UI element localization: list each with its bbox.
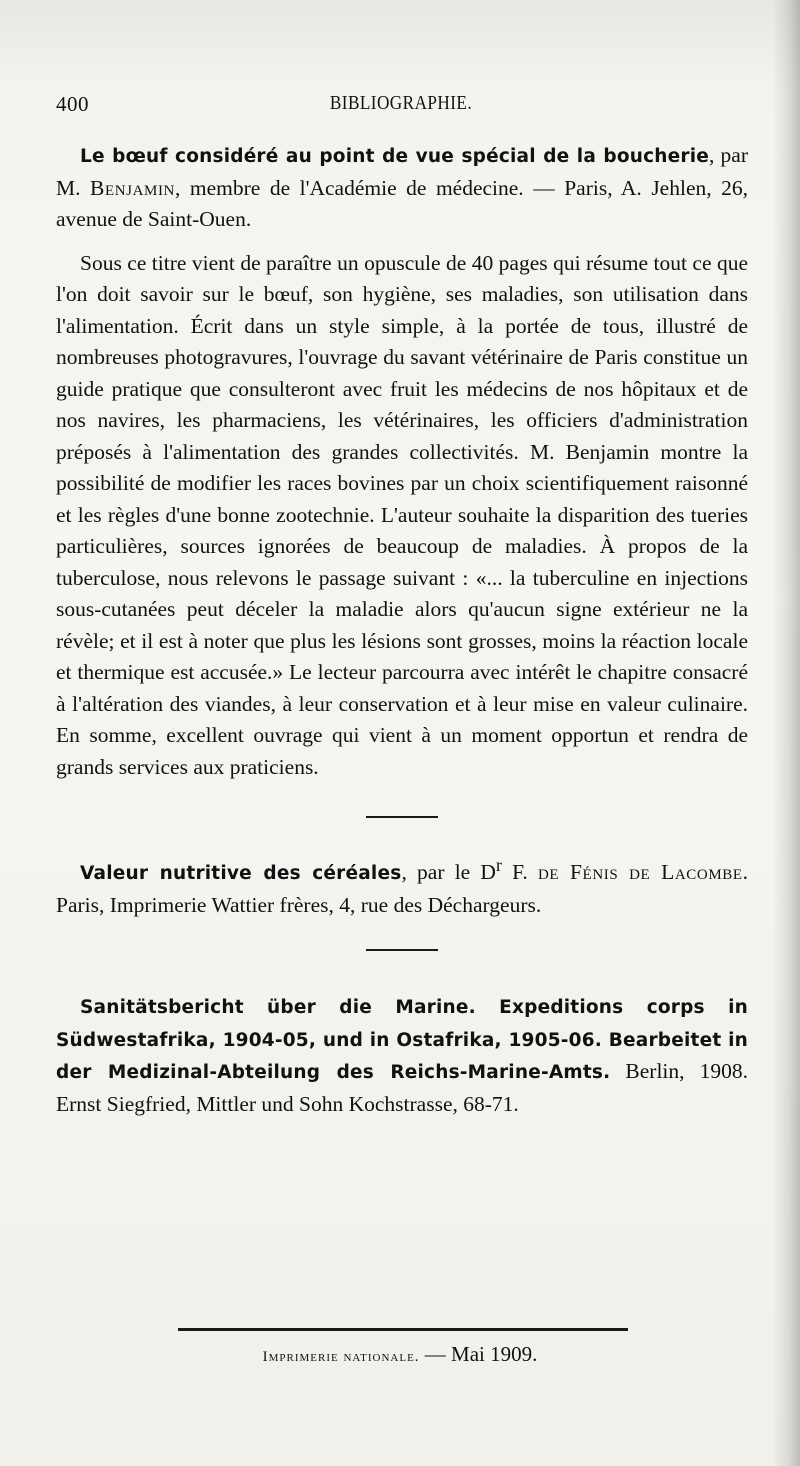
entry-publication: Berlin, 1908. Ernst Siegfried, Mittler und Sohn Kochstrasse, 68-71.	[56, 1059, 748, 1116]
section-divider	[366, 949, 438, 951]
entry-author: de Fénis de Lacombe	[537, 860, 743, 885]
imprint-name: Imprimerie nationale.	[262, 1349, 420, 1365]
entry-par: par M.	[56, 143, 748, 200]
entry-title-abbrev: r	[495, 855, 502, 875]
footer-rule	[178, 1328, 628, 1331]
imprint-date: — Mai 1909.	[419, 1342, 538, 1366]
entry-author: Benjamin	[90, 175, 175, 200]
section-divider	[366, 816, 438, 818]
running-title: BIBLIOGRAPHIE.	[329, 92, 473, 114]
entry-reference	[56, 850, 748, 921]
bibliography-entry	[56, 140, 748, 783]
entry-publication: , membre de l'Académie de médecine. — Paris, A. Jehlen, 26, avenue de Saint-Ouen.	[56, 175, 749, 231]
bibliography-entry	[56, 991, 748, 1120]
entry-publication: . Paris, Imprimerie Wattier frères, 4, rue des Déchargeurs.	[56, 860, 748, 917]
entry-title: Le bœuf considéré au point de vue spécial de la boucherie	[80, 146, 710, 167]
imprint-line	[0, 1342, 800, 1367]
entry-title: Valeur nutritive des céréales	[80, 863, 402, 885]
entry-initial: F.	[501, 860, 538, 885]
bibliography-entry	[56, 850, 748, 921]
entry-title: Sanitätsbericht über die Marine. Expeditions corps in Südwestafrika, 1904-05, und in Ostafrika, 1905-06. Bearbeitet in der Medizinal-Abteilung des Reichs-Marine-Amts.	[56, 997, 748, 1084]
entry-reference	[56, 991, 748, 1120]
page-header	[56, 92, 746, 122]
entry-par: , par le D	[401, 860, 496, 885]
review-paragraph: Sous ce titre vient de paraître un opuscule de 40 pages qui résume tout ce que l'on doit savoir sur le bœuf, son hygiène, ses maladies, son utilisation dans l'alimentation. Écrit dans un style simple, à la portée de tous, illustré de nombreuses photogravures, l'ouvrage du savant vétérinaire de Paris constitue un guide pratique que consulteront avec fruit les médecins de nos hôpitaux et de nos navires, les pharmaciens, les vétérinaires, les officiers d'administration préposés à l'alimentation des grandes collectivités. M. Benjamin montre la possibilité de modifier les races bovines par un choix scientifiquement raisonné et les règles d'une bonne zootechnie. L'auteur souhaite la disparition des tueries particulières, sources ignorées de beaucoup de maladies. À propos de la tuberculose, nous relevons le passage suivant : «... la tuberculine en injections sous-cutanées peut déceler la maladie alors qu'aucun signe extérieur ne la révèle; et il est à noter que plus les lésions sont grosses, moins la réaction locale et thermique est accusée.» Le lecteur parcourra avec intérêt le chapitre consacré à l'altération des viandes, à leur conservation et à leur mise en valeur culinaire. En somme, excellent ouvrage qui vient à un moment opportun et rendra de grands services aux praticiens.	[56, 250, 748, 779]
entry-reference: Le bœuf considéré au point de vue spécial de la boucherie, par M. Benjamin, membre de l'Académie de médecine. — Paris, A. Jehlen, 26, avenue de Saint-Ouen.	[56, 143, 749, 231]
bibliography-content	[56, 140, 748, 1120]
page-number: 400	[56, 92, 89, 116]
page-edge-shadow	[772, 0, 800, 1466]
